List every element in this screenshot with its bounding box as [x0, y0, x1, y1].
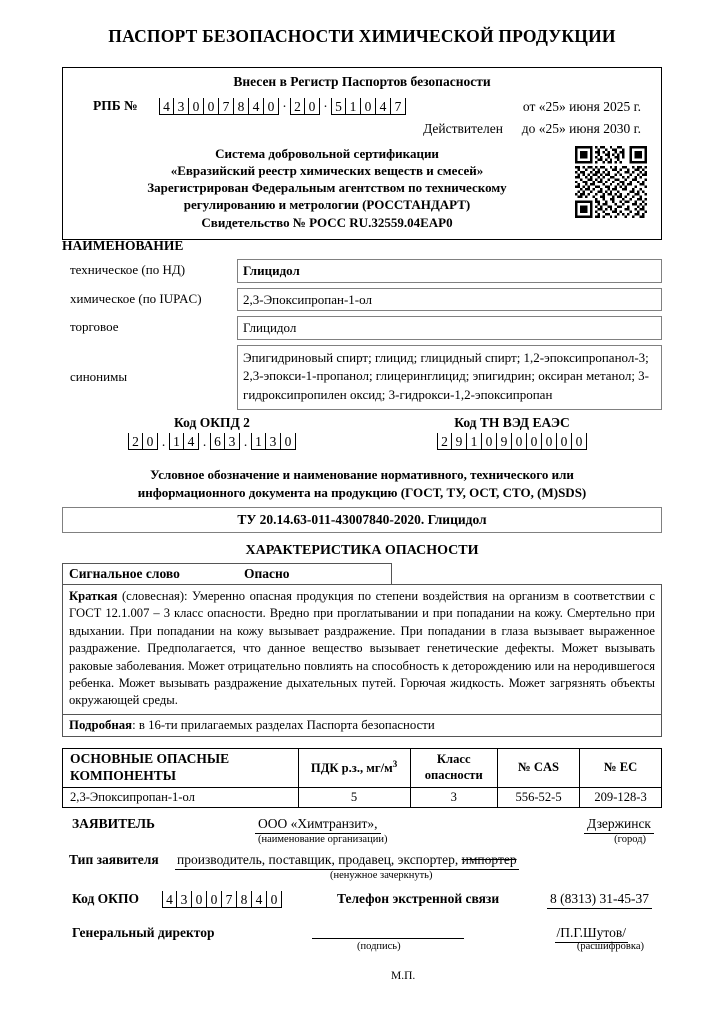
okpd-column — [62, 415, 362, 451]
cell-hazard-class: 3 — [410, 787, 497, 807]
components-table — [62, 748, 662, 808]
okpd-digits — [128, 433, 296, 450]
applicant-label: ЗАЯВИТЕЛЬ — [72, 816, 155, 831]
digit-cell: 0 — [204, 98, 219, 115]
tnved-title: Код ТН ВЭД ЕАЭС — [454, 415, 570, 430]
digit-cell: 0 — [207, 891, 222, 908]
codes-section — [62, 415, 662, 451]
digit-cell: 5 — [331, 98, 346, 115]
digit-cell: 7 — [219, 98, 234, 115]
digit-cell: 7 — [391, 98, 406, 115]
name-row-chemical — [62, 288, 662, 312]
applicant-organization[interactable]: ООО «Химтранзит», — [255, 816, 381, 834]
name-label-synonyms: синонимы — [70, 369, 128, 385]
digit-cell: 1 — [169, 433, 184, 450]
hazard-detail-label: Подробная — [69, 717, 133, 732]
digit-cell: 4 — [159, 98, 174, 115]
th-ec: № EC — [580, 749, 662, 788]
digit-cell: 0 — [305, 98, 320, 115]
cert-line-2: Зарегистрирован Федеральным агентством по техническому — [147, 180, 507, 196]
digit-cell: 7 — [222, 891, 237, 908]
cell-pdk: 5 — [298, 787, 410, 807]
cell-ec: 209-128-3 — [580, 787, 662, 807]
name-row-technical — [62, 259, 662, 283]
qr-code-icon — [575, 146, 647, 218]
cert-line-1: «Евразийский реестр химических веществ и смесей» — [170, 163, 484, 179]
validity-label: Действителен — [423, 121, 503, 136]
digit-cell: 4 — [376, 98, 391, 115]
name-value-synonyms[interactable]: Эпигидриновый спирт; глицид; глицидный спирт; 1,2-эпоксипропанол-3; 2,3-эпокси-1-пропанол; глицеринглицид; эпигидрин; оксиран метанол; 3-гидроксипропилен оксид; 3-гидрокси-1,2-эпоксипропан — [237, 345, 662, 411]
signal-word-value: Опасно — [244, 566, 290, 581]
digit-cell: 0 — [542, 433, 557, 450]
okpo-row — [62, 890, 662, 912]
digit-cell: 2 — [128, 433, 143, 450]
rpb-sep-2: · — [323, 99, 328, 114]
rpb-part3 — [331, 98, 406, 115]
okpo-label: Код ОКПО — [72, 891, 139, 906]
page-title: ПАСПОРТ БЕЗОПАСНОСТИ ХИМИЧЕСКОЙ ПРОДУКЦИИ — [108, 26, 616, 46]
applicant-type-label: Тип заявителя — [69, 852, 159, 867]
digit-cell: 0 — [189, 98, 204, 115]
digit-cell: 3 — [174, 98, 189, 115]
rpb-part2 — [290, 98, 320, 115]
digit-cell: 4 — [184, 433, 199, 450]
rpb-number-row — [71, 96, 653, 121]
date-to: до «25» июня 2030 г. — [521, 121, 641, 136]
digit-cell: 1 — [467, 433, 482, 450]
th-components: ОСНОВНЫЕ ОПАСНЫЕ КОМПОНЕНТЫ — [63, 749, 299, 788]
tnved-digits — [437, 433, 587, 450]
th-pdk-sup: 3 — [392, 758, 398, 769]
name-label-chemical: химическое (по IUPAC) — [70, 290, 202, 306]
digit-separator: . — [243, 434, 248, 449]
name-row-trade — [62, 316, 662, 340]
name-value-trade[interactable]: Глицидол — [237, 316, 662, 340]
digit-cell: 0 — [264, 98, 279, 115]
phone-value[interactable]: 8 (8313) 31-45-37 — [547, 891, 652, 909]
cell-component-name: 2,3-Эпоксипропан-1-ол — [63, 787, 299, 807]
normative-value[interactable]: ТУ 20.14.63-011-43007840-2020. Глицидол — [62, 507, 662, 533]
phone-label: Телефон экстренной связи — [337, 891, 500, 906]
okpd-title: Код ОКПД 2 — [174, 415, 250, 430]
naming-section — [62, 238, 662, 410]
digit-cell: 0 — [512, 433, 527, 450]
hazard-detail-text: : в 16-ти прилагаемых разделах Паспорта безопасности — [132, 717, 435, 732]
digit-cell: 3 — [177, 891, 192, 908]
normative-heading-line2: информационного документа на продукцию (ГОСТ, ТУ, ОСТ, СТО, (M)SDS) — [137, 485, 587, 501]
tnved-column — [362, 415, 662, 451]
applicant-city-caption: (город) — [614, 834, 646, 845]
name-value-technical[interactable]: Глицидол — [237, 259, 662, 283]
digit-cell: 3 — [225, 433, 240, 450]
table-header-row — [63, 749, 662, 788]
th-hazard-class: Класс опасности — [410, 749, 497, 788]
digit-cell: 4 — [162, 891, 177, 908]
digit-cell: 9 — [452, 433, 467, 450]
stamp-marker: М.П. — [391, 970, 416, 982]
hazard-brief — [62, 584, 662, 715]
date-from: от «25» июня 2025 г. — [522, 99, 641, 114]
rpb-sep-1: · — [282, 99, 287, 114]
digit-cell: 1 — [251, 433, 266, 450]
director-row — [62, 925, 662, 982]
digit-cell: 8 — [234, 98, 249, 115]
digit-cell: 6 — [210, 433, 225, 450]
signature-line[interactable] — [312, 938, 464, 939]
digit-cell: 0 — [557, 433, 572, 450]
th-cas: № CAS — [497, 749, 579, 788]
applicant-type-items: производитель, поставщик, продавец, экспортер, — [177, 852, 459, 867]
digit-cell: 0 — [527, 433, 542, 450]
naming-heading: НАИМЕНОВАНИЕ — [62, 238, 184, 253]
applicant-type-row — [62, 852, 662, 881]
digit-cell: 8 — [237, 891, 252, 908]
cert-line-3: регулированию и метрологии (РОССТАНДАРТ) — [183, 197, 471, 213]
applicant-type-struck: импортер — [461, 852, 517, 867]
signal-word-label: Сигнальное слово — [69, 566, 180, 581]
table-row — [63, 787, 662, 807]
applicant-section — [62, 816, 662, 982]
digit-cell: 0 — [281, 433, 296, 450]
rpb-label: РПБ № — [93, 98, 138, 113]
hazard-section — [62, 543, 662, 737]
decode-caption: (расшифровка) — [576, 941, 644, 952]
name-label-technical: техническое (по НД) — [70, 262, 186, 277]
applicant-row — [62, 816, 662, 845]
registry-line: Внесен в Регистр Паспортов безопасности — [233, 74, 491, 89]
digit-cell: 0 — [361, 98, 376, 115]
digit-cell: 0 — [482, 433, 497, 450]
applicant-organization-caption: (наименование организации) — [258, 834, 388, 845]
digit-separator: . — [202, 434, 207, 449]
cert-line-0: Система добровольной сертификации — [215, 146, 439, 161]
digit-cell: 3 — [266, 433, 281, 450]
th-pdk-text: ПДК р.з., мг/м — [310, 761, 393, 776]
digit-cell: 0 — [267, 891, 282, 908]
okpo-digits — [162, 891, 282, 908]
digit-cell: 2 — [437, 433, 452, 450]
th-pdk — [298, 749, 410, 788]
digit-cell: 4 — [252, 891, 267, 908]
validity-row — [71, 121, 653, 141]
rpb-digits — [159, 98, 406, 115]
cell-cas: 556-52-5 — [497, 787, 579, 807]
cert-line-4: Свидетельство № РОСС RU.32559.04ЕАР0 — [201, 214, 453, 230]
applicant-type-value[interactable] — [175, 852, 519, 870]
digit-cell: 4 — [249, 98, 264, 115]
applicant-city[interactable]: Дзержинск — [584, 816, 654, 834]
director-name: /П.Г.Шутов/ — [555, 925, 629, 943]
digit-cell: 0 — [572, 433, 587, 450]
rpb-part1 — [159, 98, 279, 115]
name-value-chemical[interactable]: 2,3-Эпоксипропан-1-ол — [237, 288, 662, 312]
certification-block — [71, 145, 653, 231]
hazard-brief-label: Краткая — [69, 589, 118, 603]
digit-cell: 0 — [143, 433, 158, 450]
director-label: Генеральный директор — [72, 925, 215, 940]
digit-cell: 9 — [497, 433, 512, 450]
hazard-brief-text: (словесная): Умеренно опасная продукция по степени воздействия на организм в соответствии с ГОСТ 12.1.007 – 3 класс опасности. Вредно при проглатывании и при попадании на кожу. Смертельно при вдыхании. При попадании на кожу вызывает раздражение. При попадании в глаза вызывает выраженное раздражение. Предполагается, что данное вещество вызывает генетические дефекты. Может вызывать раковые заболевания. Может отрицательно повлиять на способность к деторождению или на неродившегося ребенка. Может вызывать раздражение дыхательных путей. Горючая жидкость. Может загрязнять объекты окружающей среды. — [69, 589, 655, 708]
applicant-type-caption: (ненужное зачеркнуть) — [330, 870, 433, 881]
hazard-detail — [62, 715, 662, 737]
digit-cell: 1 — [346, 98, 361, 115]
signal-word-row — [62, 563, 392, 584]
name-label-trade: торговое — [70, 319, 119, 335]
normative-section — [62, 466, 662, 533]
signature-caption: (подпись) — [357, 941, 401, 952]
hazard-heading: ХАРАКТЕРИСТИКА ОПАСНОСТИ — [245, 543, 479, 558]
digit-cell: 2 — [290, 98, 305, 115]
normative-heading-line1: Условное обозначение и наименование нормативного, технического или — [150, 467, 574, 482]
registration-box — [62, 67, 662, 240]
digit-separator: . — [161, 434, 166, 449]
name-row-synonyms — [62, 345, 662, 411]
digit-cell: 0 — [192, 891, 207, 908]
